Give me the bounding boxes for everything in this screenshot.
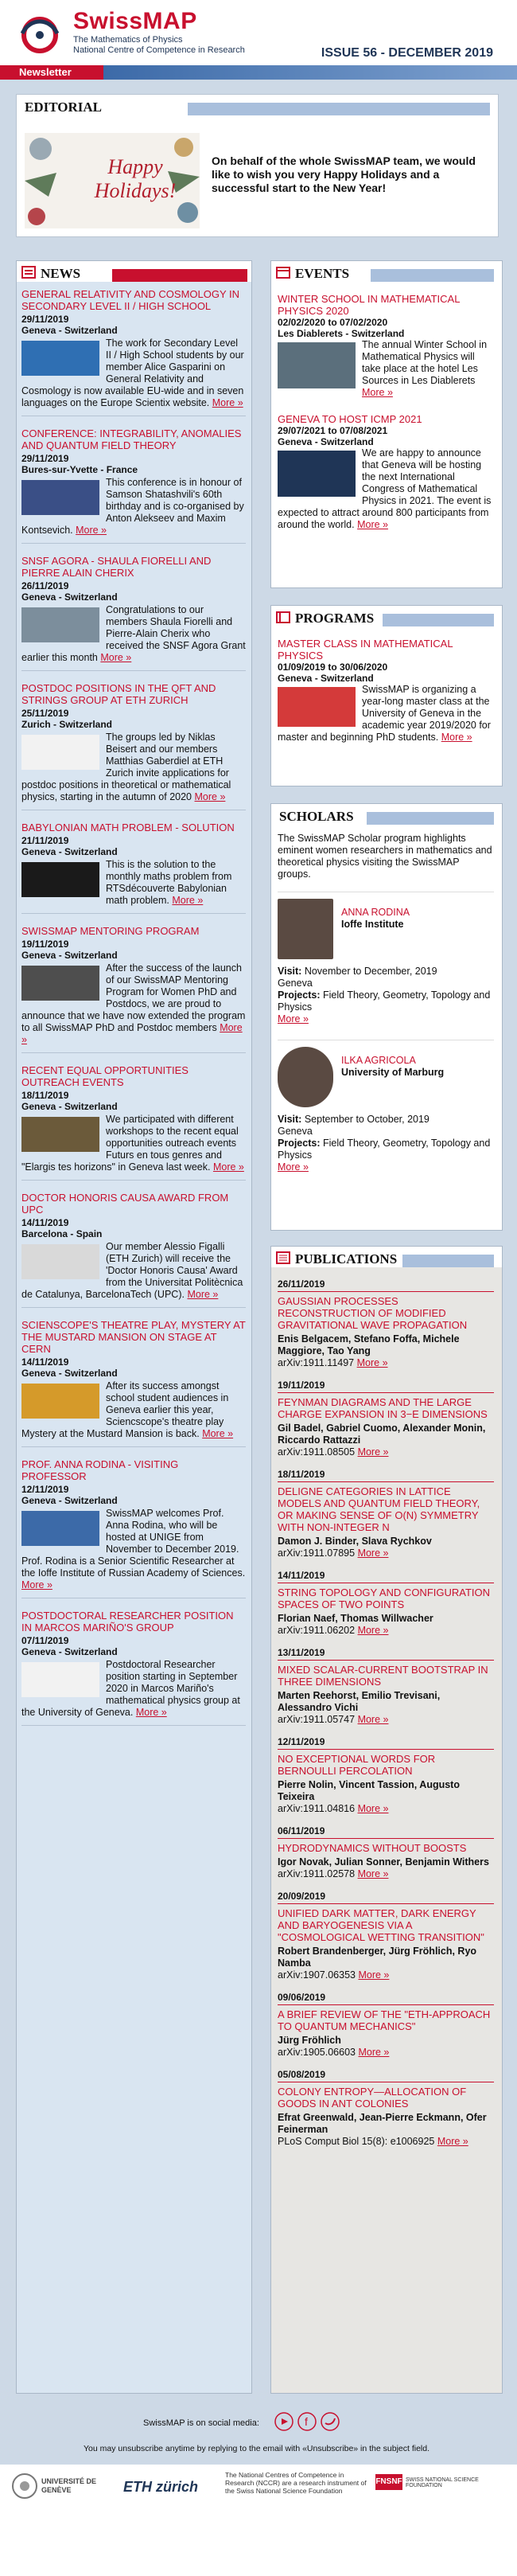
news-item-more-link[interactable]: More » — [202, 1428, 234, 1439]
publication-ref: arXiv:1911.04816 — [278, 1803, 356, 1814]
news-item-location: Bures-sur-Yvette - France — [21, 464, 138, 475]
programs-header — [271, 606, 502, 626]
news-item-body: The work for Secondary Level II / High School students by our member Alice Gasparini on General Relativity and Cosmology is now available EU-wide and in seven languages on the Europe Scientix website. — [21, 338, 244, 408]
scholars-list — [278, 892, 494, 1188]
news-item-location: Zurich - Switzerland — [21, 719, 113, 730]
news-item-location: Geneva - Switzerland — [21, 591, 118, 603]
publication-authors: Robert Brandenberger, Jürg Fröhlich, Ryo Namba — [278, 1946, 477, 1969]
scholar-projects-text: Field Theory, Geometry, Topology and Physics — [278, 1138, 491, 1161]
publication-item — [278, 1736, 494, 1814]
publication-ref: arXiv:1905.06603 — [278, 2047, 356, 2058]
news-item — [21, 822, 246, 914]
news-item-body: Congratulations to our members Shaula Fiorelli and Pierre-Alain Cherix who received the SNSF Agora Grant earlier this month — [21, 604, 246, 663]
news-item-date: 29/11/2019 — [21, 314, 69, 325]
news-item-body: This is the solution to the monthly maths problem from RTSdécouverte Babylonian math problem. — [106, 859, 232, 906]
news-item-title-link[interactable]: GENERAL RELATIVITY AND COSMOLOGY IN SECONDARY LEVEL II / HIGH SCHOOL — [21, 288, 240, 312]
news-item-more-link[interactable]: More » — [212, 397, 243, 408]
snf-logo-icon: FNSNF — [375, 2474, 402, 2490]
news-item-thumbnail — [21, 966, 99, 1001]
scholar-more-link[interactable]: More » — [278, 1013, 309, 1025]
news-item-location: Geneva - Switzerland — [21, 1495, 118, 1506]
event-item — [278, 413, 494, 531]
brand-sub-2: National Centre of Competence in Research — [73, 45, 245, 55]
news-item — [21, 288, 246, 416]
programs-header-bar — [383, 614, 494, 626]
news-item-date: 14/11/2019 — [21, 1356, 69, 1368]
publication-title-link[interactable]: NO EXCEPTIONAL WORDS FOR BERNOULLI PERCOLATION — [278, 1753, 436, 1777]
news-item-title-link[interactable]: SWISSMAP MENTORING PROGRAM — [21, 925, 200, 937]
news-item-date: 12/11/2019 — [21, 1484, 69, 1495]
header — [0, 0, 517, 80]
scholar-card — [278, 1040, 494, 1173]
event-thumbnail — [278, 451, 356, 497]
news-item-body: Our member Alessio Figalli (ETH Zurich) will receive the 'Doctor Honoris Causa' Award from the Universitat Politècnica de Catalunya, BarcelonaTech (UPC). — [21, 1241, 243, 1300]
news-item-thumbnail — [21, 862, 99, 897]
publication-authors: Igor Novak, Julian Sonner, Benjamin Withers — [278, 1856, 489, 1868]
publication-ref: arXiv:1911.11497 — [278, 1357, 355, 1368]
publication-more-link[interactable]: More » — [356, 1357, 388, 1368]
publication-title-link[interactable]: HYDRODYNAMICS WITHOUT BOOSTS — [278, 1842, 467, 1854]
event-thumbnail — [278, 342, 356, 388]
news-icon — [21, 266, 36, 279]
twitter-icon[interactable] — [321, 2412, 340, 2431]
program-body: SwissMAP is organizing a year-long master class at the University of Geneva in the academic year 2019/2020 for master and beginning PhD students. — [278, 684, 491, 743]
publication-item — [278, 2069, 494, 2147]
publication-title-link[interactable]: COLONY ENTROPY—ALLOCATION OF GOODS IN ANT COLONIES — [278, 2086, 467, 2110]
news-item-thumbnail — [21, 1384, 99, 1419]
scholar-projects-text: Field Theory, Geometry, Topology and Physics — [278, 989, 491, 1013]
news-item-title-link[interactable]: POSTDOCTORAL RESEARCHER POSITION IN MARCOS MARIÑO'S GROUP — [21, 1610, 234, 1633]
news-item-title-link[interactable]: CONFERENCE: INTEGRABILITY, ANOMALIES AND QUANTUM FIELD THEORY — [21, 427, 242, 451]
program-date: 01/09/2019 to 30/06/2020 — [278, 662, 388, 673]
holiday-image — [25, 133, 200, 228]
editorial-header-bar — [188, 103, 490, 115]
scholar-city: Geneva — [278, 1126, 313, 1137]
program-title-link[interactable]: MASTER CLASS IN MATHEMATICAL PHYSICS — [278, 638, 453, 662]
publication-date: 13/11/2019 — [278, 1647, 494, 1661]
svg-text:f: f — [305, 2415, 308, 2428]
publication-item — [278, 1380, 494, 1458]
news-item-thumbnail — [21, 1117, 99, 1152]
publication-ref-wrap — [278, 1548, 494, 1559]
publication-date: 05/08/2019 — [278, 2069, 494, 2082]
events-section — [270, 260, 503, 588]
news-section — [16, 260, 252, 2394]
news-item-body: This conference is in honour of Samson Shatashvili's 60th birthday and is co-organised by Anton Alekseev and Maxim Kontsevich. — [21, 477, 244, 536]
nccr-note: The National Centres of Competence in Research (NCCR) are a research instrument of the Swiss National Science Foundation — [225, 2471, 367, 2495]
news-header-bar — [112, 269, 247, 282]
news-item-more-link[interactable]: More » — [172, 895, 204, 906]
scholar-card — [278, 892, 494, 1025]
events-list — [278, 293, 494, 545]
snf-label: SWISS NATIONAL SCIENCE FOUNDATION — [406, 2477, 479, 2488]
newsletter-label: Newsletter — [19, 66, 72, 78]
news-item-thumbnail — [21, 1662, 99, 1697]
news-item-thumbnail — [21, 480, 99, 515]
news-item — [21, 427, 246, 544]
news-item-thumbnail — [21, 607, 99, 642]
news-item — [21, 1064, 246, 1181]
publication-date: 09/06/2019 — [278, 1992, 494, 2005]
news-item-location: Geneva - Switzerland — [21, 846, 118, 857]
news-item-location: Geneva - Switzerland — [21, 325, 118, 336]
publication-authors: Enis Belgacem, Stefano Foffa, Michele Maggiore, Tao Yang — [278, 1333, 460, 1356]
news-item-thumbnail — [21, 341, 99, 376]
scholars-header-bar — [367, 812, 494, 825]
publication-authors: Florian Naef, Thomas Willwacher — [278, 1613, 433, 1624]
publication-ref-wrap — [278, 1446, 494, 1458]
news-item-location: Geneva - Switzerland — [21, 950, 118, 961]
news-item-title-link[interactable]: SNSF AGORA - SHAULA FIORELLI AND PIERRE ALAIN CHERIX — [21, 555, 212, 579]
publication-item — [278, 1278, 494, 1368]
event-date: 02/02/2020 to 07/02/2020 — [278, 317, 388, 328]
programs-icon — [276, 611, 290, 623]
publication-ref: arXiv:1907.06353 — [278, 1969, 356, 1981]
publication-ref-wrap — [278, 1969, 494, 1981]
publication-date: 14/11/2019 — [278, 1570, 494, 1583]
publication-title-link[interactable]: A BRIEF REVIEW OF THE "ETH-APPROACH TO QUANTUM MECHANICS" — [278, 2008, 491, 2032]
newsletter-bar — [0, 65, 517, 80]
news-item-more-link[interactable]: More » — [212, 1161, 244, 1173]
publication-more-link[interactable]: More » — [357, 1868, 389, 1879]
news-item-body: SwissMAP welcomes Prof. Anna Rodina, who will be hosted at UNIGE from November to December 2019. Prof. Rodina is a Senior Scientific Researcher at the Ioffe Institute of Russian Academy of Sciences. — [21, 1508, 246, 1579]
publication-more-link[interactable]: More » — [437, 2136, 468, 2147]
scholar-projects — [278, 1138, 494, 1161]
scholar-visit-dates: September to October, 2019 — [304, 1114, 430, 1125]
news-item-more-link[interactable]: More » — [21, 1022, 243, 1045]
publication-item — [278, 1570, 494, 1636]
publication-title-link[interactable]: MIXED SCALAR-CURRENT BOOTSTRAP IN THREE DIMENSIONS — [278, 1664, 488, 1688]
events-header-bar — [371, 269, 494, 282]
news-item — [21, 555, 246, 671]
news-item-body: After its success amongst school student audiences in Geneva earlier this year, Sciencscope's theatre play Mystery at the Mustard Mansion is back. — [21, 1380, 229, 1439]
events-header — [271, 261, 502, 282]
footer — [0, 2401, 517, 2576]
publication-item — [278, 1469, 494, 1559]
publication-authors: Marten Reehorst, Emilio Trevisani, Alessandro Vichi — [278, 1690, 441, 1713]
publication-title-link[interactable]: STRING TOPOLOGY AND CONFIGURATION SPACES OF TWO POINTS — [278, 1587, 491, 1610]
news-item — [21, 925, 246, 1053]
news-item-title-link[interactable]: RECENT EQUAL OPPORTUNITIES OUTREACH EVENTS — [21, 1064, 189, 1088]
news-item-more-link[interactable]: More » — [21, 1579, 52, 1590]
publication-authors: Gil Badel, Gabriel Cuomo, Alexander Monin, Riccardo Rattazzi — [278, 1423, 486, 1446]
facebook-icon[interactable] — [297, 2412, 317, 2431]
scholar-visit — [278, 1114, 494, 1126]
brand-name: SwissMAP — [73, 8, 197, 34]
publication-more-link[interactable]: More » — [358, 1969, 390, 1981]
publication-title-link[interactable]: DELIGNE CATEGORIES IN LATTICE MODELS AND QUANTUM FIELD THEORY, OR MAKING SENSE OF O(N) SYMMETRY WITH NON-INTEGER N — [278, 1485, 480, 1533]
publication-date: 19/11/2019 — [278, 1380, 494, 1393]
program-item — [278, 638, 494, 744]
news-item-body: The groups led by Niklas Beisert and our members Matthias Gaberdiel at ETH Zurich invite applications for postdoc positions in theoretical or mathematical physics, starting in the autumn of 2020 — [21, 732, 231, 802]
news-item-body: After the success of the launch of our SwissMAP Mentoring Program for Women PhD and Postdocs, we are proud to announce that we have now extended the program to all SwissMAP PhD and Postdoc members — [21, 962, 246, 1033]
publication-date: 06/11/2019 — [278, 1825, 494, 1839]
scholar-city: Geneva — [278, 978, 313, 989]
news-item-location: Geneva - Switzerland — [21, 1646, 118, 1657]
brand-sub-1: The Mathematics of Physics — [73, 35, 183, 45]
news-item-more-link[interactable]: More » — [194, 791, 226, 802]
news-item-date: 07/11/2019 — [21, 1635, 69, 1646]
publication-ref: PLoS Comput Biol 15(8): e1006925 — [278, 2136, 435, 2147]
scholar-visit-dates: November to December, 2019 — [304, 966, 437, 977]
news-item-date: 21/11/2019 — [21, 835, 69, 846]
scholars-intro: The SwissMAP Scholar program highlights eminent women researchers in mathematics and theoretical physics visiting the SwissMAP groups. — [278, 833, 492, 880]
eth-label: ETH zürich — [123, 2479, 199, 2495]
news-item-date: 29/11/2019 — [21, 453, 69, 464]
publication-ref: arXiv:1911.05747 — [278, 1714, 356, 1725]
publications-section — [270, 1246, 503, 2394]
scholar-visit-label: Visit: — [278, 966, 302, 977]
editorial-title: EDITORIAL — [25, 100, 102, 115]
publication-date: 18/11/2019 — [278, 1469, 494, 1482]
scholar-more-link[interactable]: More » — [278, 1161, 309, 1173]
publication-more-link[interactable]: More » — [357, 1803, 389, 1814]
publication-authors: Pierre Nolin, Vincent Tassion, Augusto Teixeira — [278, 1779, 460, 1802]
publication-item — [278, 1891, 494, 1981]
social-label: SwissMAP is on social media: — [143, 2418, 259, 2428]
news-header — [17, 261, 251, 282]
scholars-title: SCHOLARS — [279, 809, 354, 824]
publications-list — [278, 1278, 494, 2158]
publication-authors: Efrat Greenwald, Jean-Pierre Eckmann, Ofer Feinerman — [278, 2112, 487, 2135]
program-location: Geneva - Switzerland — [278, 673, 374, 684]
news-item — [21, 1319, 246, 1447]
publications-header — [271, 1247, 502, 1267]
programs-title: PROGRAMS — [295, 611, 375, 626]
scholar-institute: Ioffe Institute — [341, 919, 404, 930]
news-item-location: Geneva - Switzerland — [21, 1101, 118, 1112]
news-item — [21, 682, 246, 810]
news-item-thumbnail — [21, 1244, 99, 1279]
publications-title: PUBLICATIONS — [295, 1251, 398, 1267]
publication-more-link[interactable]: More » — [357, 1446, 389, 1458]
editorial-section — [16, 94, 499, 237]
publication-more-link[interactable]: More » — [357, 1714, 389, 1725]
news-item-more-link[interactable]: More » — [100, 652, 132, 663]
publications-icon — [276, 1251, 290, 1264]
scholar-projects-label: Projects: — [278, 989, 321, 1001]
news-item — [21, 1192, 246, 1308]
scholar-name-link[interactable]: ANNA RODINA — [341, 907, 410, 918]
event-more-link[interactable]: More » — [362, 387, 393, 398]
event-location: Les Diablerets - Switzerland — [278, 328, 405, 339]
programs-section — [270, 605, 503, 786]
news-item — [21, 1610, 246, 1726]
scholars-section — [270, 803, 503, 1231]
scholar-name-link[interactable]: ILKA AGRICOLA — [341, 1055, 416, 1066]
unsubscribe-note: You may unsubscribe anytime by replying to the email with «Unsubscribe» in the subject field. — [84, 2444, 430, 2453]
scholar-visit — [278, 966, 494, 978]
news-item-more-link[interactable]: More » — [187, 1289, 219, 1300]
publication-ref: arXiv:1911.06202 — [278, 1625, 356, 1636]
news-item-body: We participated with different workshops to the recent equal opportunities outreach events Futurs en tous genres and "Elargis tes horizons" in Geneva last week. — [21, 1114, 239, 1173]
scholar-photo — [278, 899, 333, 959]
publication-ref-wrap — [278, 1714, 494, 1725]
news-item — [21, 1458, 246, 1598]
scholars-header — [271, 804, 502, 825]
news-item-title-link[interactable]: BABYLONIAN MATH PROBLEM - SOLUTION — [21, 822, 235, 833]
news-item-date: 26/11/2019 — [21, 580, 69, 591]
publication-title-link[interactable]: UNIFIED DARK MATTER, DARK ENERGY AND BARYOGENESIS VIA A "COSMOLOGICAL WETTING TRANSITION" — [278, 1907, 484, 1943]
publication-item — [278, 1647, 494, 1725]
swissmap-logo-icon — [16, 10, 64, 57]
unige-logo-icon — [11, 2473, 38, 2500]
news-item-title-link[interactable]: DOCTOR HONORIS CAUSA AWARD FROM UPC — [21, 1192, 229, 1216]
news-item-date: 14/11/2019 — [21, 1217, 69, 1228]
news-item-location: Geneva - Switzerland — [21, 1368, 118, 1379]
publication-more-link[interactable]: More » — [358, 2047, 390, 2058]
publication-date: 26/11/2019 — [278, 1278, 494, 1292]
news-list — [21, 288, 246, 1737]
event-body: We are happy to announce that Geneva will be hosting the next International Congress of Mathematical Physics in 2021. The event is expected to attract around 800 participants from around the world. — [278, 447, 492, 530]
news-item-title-link[interactable]: PROF. ANNA RODINA - VISITING PROFESSOR — [21, 1458, 179, 1482]
publication-date: 20/09/2019 — [278, 1891, 494, 1904]
publication-item — [278, 1992, 494, 2058]
unige-label: UNIVERSITÉ DE GENÈVE — [41, 2477, 97, 2494]
scholar-visit-label: Visit: — [278, 1114, 302, 1125]
publication-ref-wrap — [278, 1868, 494, 1879]
scholar-projects — [278, 989, 494, 1013]
program-thumbnail — [278, 687, 356, 727]
news-item-title-link[interactable]: POSTDOC POSITIONS IN THE QFT AND STRINGS GROUP AT ETH ZURICH — [21, 682, 216, 706]
publication-ref-wrap — [278, 2136, 494, 2147]
publication-title-link[interactable]: GAUSSIAN PROCESSES RECONSTRUCTION OF MODIFIED GRAVITATIONAL WAVE PROPAGATION — [278, 1295, 468, 1331]
event-item — [278, 293, 494, 399]
events-title: EVENTS — [295, 266, 350, 281]
scholar-institute: University of Marburg — [341, 1067, 445, 1078]
news-title: NEWS — [41, 266, 81, 281]
publication-authors: Jürg Fröhlich — [278, 2035, 341, 2046]
events-calendar-icon — [276, 266, 290, 279]
publication-ref-wrap — [278, 2047, 494, 2058]
event-more-link[interactable]: More » — [357, 519, 388, 530]
publication-ref-wrap — [278, 1803, 494, 1814]
news-item-location: Barcelona - Spain — [21, 1228, 103, 1239]
publication-ref: arXiv:1911.02578 — [278, 1868, 356, 1879]
event-title-link[interactable]: GENEVA TO HOST ICMP 2021 — [278, 413, 422, 425]
editorial-header — [17, 95, 498, 115]
scholar-photo — [278, 1047, 333, 1107]
publication-ref-wrap — [278, 1357, 494, 1368]
news-item-thumbnail — [21, 1511, 99, 1546]
holiday-image-text: Happy Holidays! — [94, 155, 177, 202]
news-item-more-link[interactable]: More » — [76, 525, 107, 536]
event-location: Geneva - Switzerland — [278, 436, 374, 447]
publication-item — [278, 1825, 494, 1879]
program-more-link[interactable]: More » — [441, 732, 472, 743]
youtube-icon[interactable] — [274, 2412, 293, 2431]
event-date: 29/07/2021 to 07/08/2021 — [278, 425, 388, 436]
news-item-more-link[interactable]: More » — [135, 1707, 167, 1718]
scholar-projects-label: Projects: — [278, 1138, 321, 1149]
issue-label: ISSUE 56 - DECEMBER 2019 — [321, 46, 493, 60]
news-item-date: 25/11/2019 — [21, 708, 69, 719]
publications-header-bar — [402, 1255, 494, 1267]
publication-more-link[interactable]: More » — [357, 1548, 389, 1559]
news-item-title-link[interactable]: SCIENSCOPE'S THEATRE PLAY, MYSTERY AT THE MUSTARD MANSION ON STAGE AT CERN — [21, 1319, 246, 1355]
news-item-thumbnail — [21, 735, 99, 770]
publication-ref-wrap — [278, 1625, 494, 1636]
publication-date: 12/11/2019 — [278, 1736, 494, 1750]
brand — [73, 8, 245, 56]
publication-ref: arXiv:1911.07895 — [278, 1548, 356, 1559]
news-item-date: 19/11/2019 — [21, 939, 69, 950]
publication-ref: arXiv:1911.08505 — [278, 1446, 356, 1458]
editorial-text: On behalf of the whole SwissMAP team, we would like to wish you very Happy Holidays and a successful start to the New Year! — [212, 154, 476, 194]
publication-authors: Damon J. Binder, Slava Rychkov — [278, 1536, 432, 1547]
publication-more-link[interactable]: More » — [357, 1625, 389, 1636]
news-item-body: Postdoctoral Researcher position starting in September 2020 in Marcos Mariño's mathematical physics group at the University of Geneva. — [21, 1659, 240, 1718]
publication-title-link[interactable]: FEYNMAN DIAGRAMS AND THE LARGE CHARGE EXPANSION IN 3−Ε DIMENSIONS — [278, 1396, 488, 1420]
event-title-link[interactable]: WINTER SCHOOL IN MATHEMATICAL PHYSICS 2020 — [278, 293, 460, 317]
event-body: The annual Winter School in Mathematical Physics will take place at the hotel Les Sources in Les Diablerets — [362, 339, 488, 386]
news-item-date: 18/11/2019 — [21, 1090, 69, 1101]
